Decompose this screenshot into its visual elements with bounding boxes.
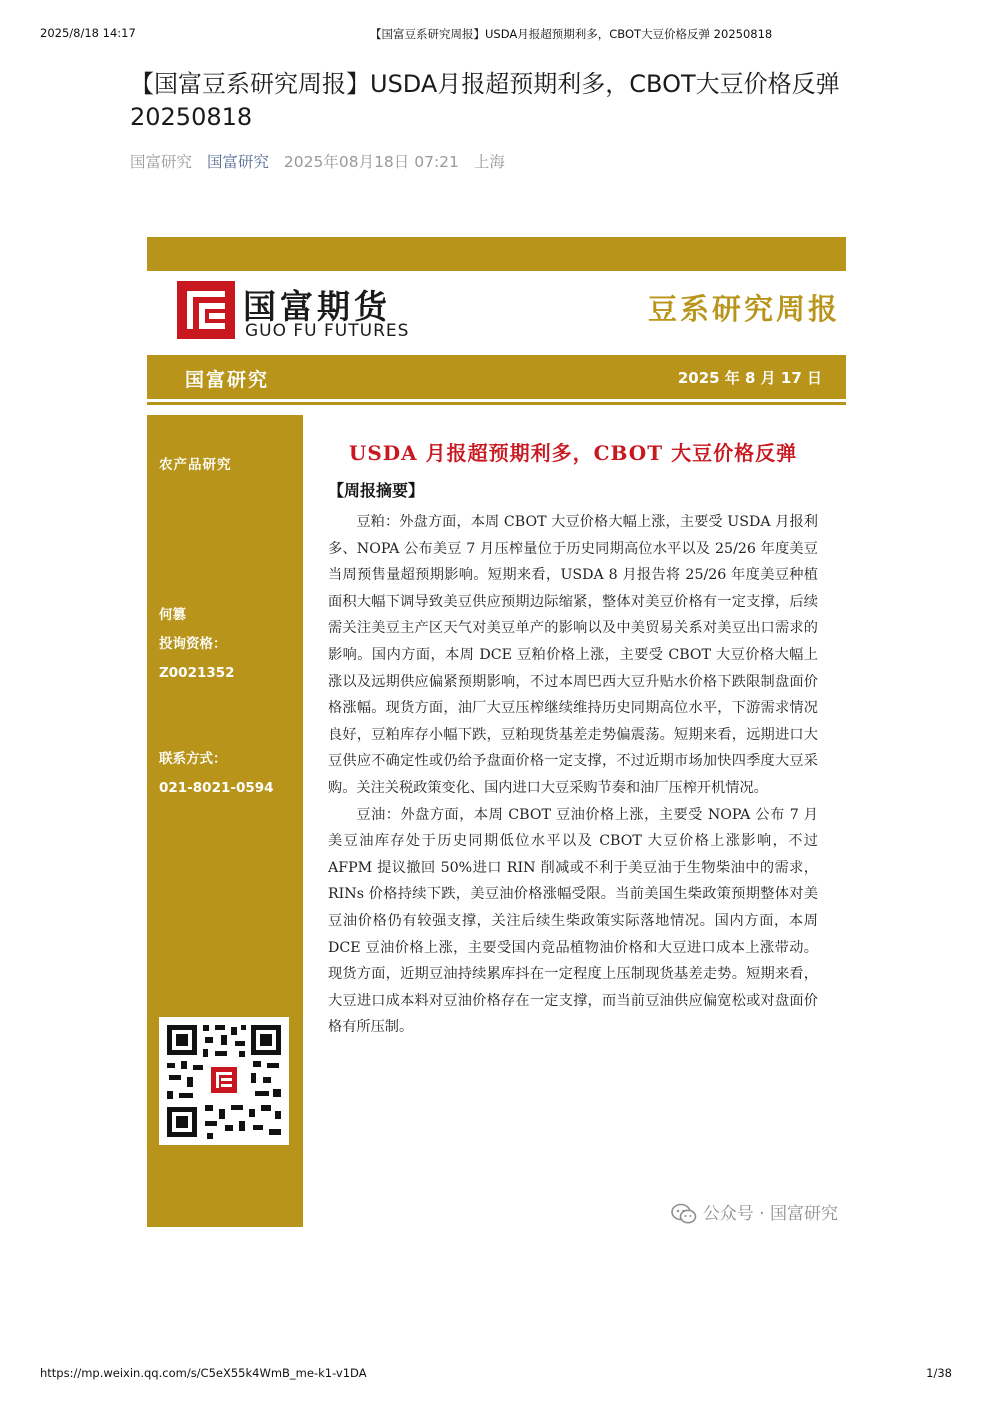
print-header (40, 26, 952, 42)
article-meta (130, 150, 515, 172)
print-doc-title: 【国富豆系研究周报】USDA月报超预期利多，CBOT大豆价格反弹 20250818 (370, 27, 773, 41)
print-url: https://mp.weixin.qq.com/s/C5eX55k4WmB_me-k1-v1DA (40, 1366, 367, 1380)
article-title: 【国富豆系研究周报】USDA月报超预期利多，CBOT大豆价格反弹20250818 (130, 70, 840, 131)
research-section: 农产品研究 (159, 457, 232, 473)
summary-heading: 【周报摘要】 (328, 481, 425, 500)
contact-info (159, 745, 274, 803)
logo-english-name: GUO FU FUTURES (245, 321, 410, 341)
publish-location: 上海 (473, 153, 505, 171)
page-number: 1/38 (926, 1366, 952, 1380)
company-logo (177, 281, 410, 341)
author-link[interactable]: 国富研究 (206, 153, 269, 171)
wechat-icon (671, 1203, 697, 1225)
series-title: 豆系研究周报 (647, 292, 840, 326)
department-name: 国富研究 (185, 369, 270, 391)
logo-mark-icon (177, 281, 235, 339)
print-timestamp: 2025/8/18 14:17 (40, 26, 136, 40)
department-bar (147, 355, 846, 402)
report-title: USDA 月报超预期利多，CBOT 大豆价格反弹 (348, 441, 798, 465)
wechat-watermark (671, 1199, 838, 1225)
watermark-text: 公众号 · 国富研究 (702, 1204, 838, 1224)
analyst-name: 何篡 (159, 607, 186, 623)
contact-label: 联系方式： (159, 751, 227, 767)
report-date: 2025 年 8 月 17 日 (677, 369, 822, 387)
report-content (328, 437, 818, 1041)
qr-code (159, 1017, 289, 1145)
paragraph-soymeal: 豆粕：外盘方面，本周 CBOT 大豆价格大幅上涨，主要受 USDA 月报利多、NOPA 公布美豆 7 月压榨量位于历史同期高位水平以及 25/26 年度美豆当周预售量超预期影响。短期来看，USDA 8 月报告将 25/26 年度美豆种植面积大幅下调导致美豆供应预期边际缩紧，整体对美豆价格有一定支撑，后续需关注美豆主产区天气对美豆单产的影响以及中美贸易关系对美豆出口需求的影响。国内方面，本周 DCE 豆粕价格上涨，主要受 CBOT 大豆价格大幅上涨以及远期供应偏紧预期影响，不过本周巴西大豆升贴水价格下跌限制盘面价格涨幅。现货方面，油厂大豆压榨继续维持历史同期高位水平，下游需求情况良好，豆粕库存小幅下跌，豆粕现货基差走势偏震荡。短期来看，远期进口大豆供应不确定性或仍给予盘面价格一定支撑，不过近期市场加快四季度大豆采购。关注关税政策变化、国内进口大豆采购节奏和油厂压榨开机情况。 (328, 514, 818, 796)
report-page-image (147, 237, 846, 1227)
paragraph-soyoil: 豆油：外盘方面，本周 CBOT 豆油价格上涨，主要受 NOPA 公布 7 月美豆油库存处于历史同期低位水平以及 CBOT 大豆价格上涨影响，不过 AFPM 提议撤回 50%进口 RIN 削减或不利于美豆油于生物柴油中的需求，RINs 价格持续下跌，美豆油价格涨幅受限。当前美国生柴政策预期整体对美豆油价格仍有较强支撑，关注后续生柴政策实际落地情况。国内方面，本周 DCE 豆油价格上涨，主要受国内竞品植物油价格和大豆进口成本上涨带动。现货方面，近期豆油持续累库抖在一定程度上压制现货基差走势。短期来看，大豆进口成本料对豆油价格存在一定支撑，而当前豆油供应偏宽松或对盘面价格有所压制。 (328, 806, 818, 1036)
license-label: 投询资格： (159, 636, 227, 652)
logo-chinese-name: 国富期货 (243, 287, 391, 326)
account-name: 国富研究 (130, 153, 193, 171)
report-sidebar (147, 415, 303, 1227)
contact-phone: 021-8021-0594 (159, 780, 274, 796)
license-number: Z0021352 (159, 665, 235, 681)
print-footer (40, 1366, 952, 1382)
analyst-info (159, 601, 235, 688)
publish-datetime: 2025年08月18日 07:21 (283, 153, 459, 171)
report-top-band (147, 237, 846, 271)
qr-code-icon (159, 1017, 289, 1145)
